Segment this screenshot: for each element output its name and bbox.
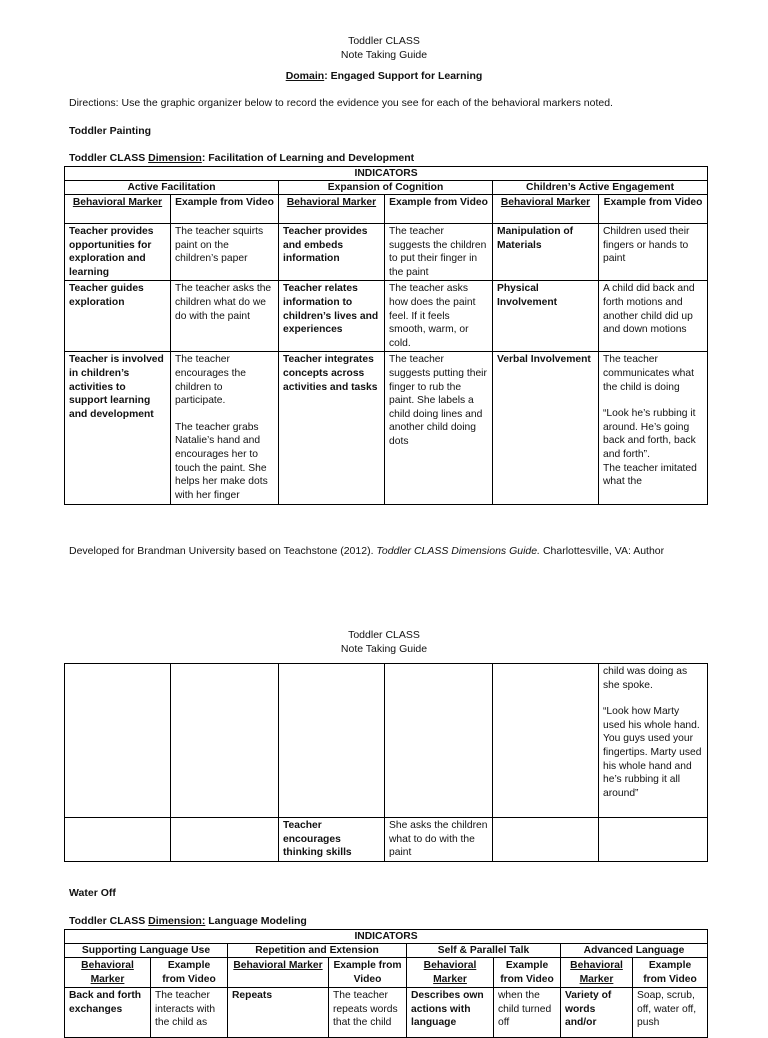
directions-text: Directions: Use the graphic organizer below to record the evidence you see for each of the behavioral markers noted.	[69, 97, 613, 109]
marker-cell	[65, 664, 171, 818]
example-cell: The teacher interacts with the child as	[151, 988, 228, 1038]
marker-cell: Teacher integrates concepts across activities and tasks	[279, 352, 385, 505]
dimension-heading-2	[69, 915, 307, 927]
dimension-value: Language Modeling	[205, 915, 307, 927]
col-example-from-video: Example from Video	[385, 195, 493, 224]
marker-cell: Verbal Involvement	[493, 352, 599, 505]
col-example-from-video: Example from Video	[599, 195, 708, 224]
example-cell	[385, 664, 493, 818]
table-row	[65, 352, 708, 505]
example-cell: when the child turned off	[494, 988, 561, 1038]
col-example-from-video: Example from Video	[329, 958, 407, 988]
marker-cell: Variety of words and/or	[561, 988, 633, 1038]
indicators-table-1	[64, 166, 708, 505]
group-self-parallel-talk: Self & Parallel Talk	[407, 944, 561, 958]
dimension-label: Dimension:	[148, 915, 206, 927]
col-behavioral-marker: Behavioral Marker	[407, 958, 494, 988]
dimension-value: : Facilitation of Learning and Development	[201, 152, 415, 164]
example-cell: Soap, scrub, off, water off, push	[633, 988, 708, 1038]
example-cell: A child did back and forth motions and another child did up and down motions	[599, 281, 708, 352]
example-cell: The teacher repeats words that the child	[329, 988, 407, 1038]
group-supporting-language-use: Supporting Language Use	[65, 944, 228, 958]
example-cell: The teacher asks how does the paint feel. If it feels smooth, warm, or cold.	[385, 281, 493, 352]
col-example-from-video: Example from Video	[171, 195, 279, 224]
page1-header-line2: Note Taking Guide	[340, 49, 428, 61]
indicators-header: INDICATORS	[65, 167, 708, 181]
example-cell: The teacher squirts paint on the children’s paper	[171, 224, 279, 281]
domain-value: : Engaged Support for Learning	[324, 70, 483, 82]
group-active-facilitation: Active Facilitation	[65, 181, 279, 195]
citation-part: Developed for Brandman University based on Teachstone (2012).	[69, 545, 377, 557]
dimension-heading-1	[69, 152, 414, 164]
example-cell: The teacher asks the children what do we do with the paint	[171, 281, 279, 352]
domain-heading	[0, 70, 768, 82]
group-childrens-active-engagement: Children’s Active Engagement	[493, 181, 708, 195]
group-repetition-and-extension: Repetition and Extension	[228, 944, 407, 958]
example-cell	[171, 352, 279, 505]
group-expansion-of-cognition: Expansion of Cognition	[279, 181, 493, 195]
marker-cell: Manipulation of Materials	[493, 224, 599, 281]
citation-footer	[69, 545, 664, 557]
example-cell: She asks the children what to do with the paint	[385, 818, 493, 862]
dimension-prefix: Toddler CLASS	[69, 915, 149, 927]
domain-label: Domain	[285, 70, 325, 82]
dimension-prefix: Toddler CLASS	[69, 152, 149, 164]
group-advanced-language: Advanced Language	[561, 944, 708, 958]
example-text: child was doing as she spoke.	[603, 666, 688, 691]
example-text: The teacher encourages the children to participate.	[175, 354, 246, 407]
citation-title: Toddler CLASS Dimensions Guide.	[376, 545, 541, 557]
col-example-from-video: Example from Video	[151, 958, 228, 988]
example-cell	[171, 664, 279, 818]
marker-cell: Back and forth exchanges	[65, 988, 151, 1038]
continuation-table	[64, 663, 708, 862]
example-cell: Children used their fingers or hands to paint	[599, 224, 708, 281]
example-text: The teacher grabs Natalie’s hand and encourages her to touch the paint. She helps her make dots with her finger	[175, 421, 268, 501]
col-example-from-video: Example from Video	[633, 958, 708, 988]
marker-cell: Teacher provides opportunities for exploration and learning	[65, 224, 171, 281]
example-cell	[599, 352, 708, 505]
marker-cell	[65, 818, 171, 862]
page1-header-line1: Toddler CLASS	[348, 35, 420, 47]
table-row	[65, 224, 708, 281]
col-behavioral-marker: Behavioral Marker	[493, 195, 599, 224]
table-row	[65, 988, 708, 1038]
page2-header-line1: Toddler CLASS	[348, 629, 420, 641]
col-behavioral-marker: Behavioral Marker	[65, 958, 151, 988]
marker-cell	[493, 664, 599, 818]
marker-cell: Physical Involvement	[493, 281, 599, 352]
example-text: The teacher communicates what the child is doing	[603, 354, 694, 393]
marker-cell	[493, 818, 599, 862]
indicators-header: INDICATORS	[65, 930, 708, 944]
col-behavioral-marker: Behavioral Marker	[65, 195, 171, 224]
marker-cell: Teacher provides and embeds information	[279, 224, 385, 281]
table-row	[65, 664, 708, 818]
section-title-painting: Toddler Painting	[69, 125, 152, 137]
example-cell: The teacher suggests the children to put their finger in the paint	[385, 224, 493, 281]
table-row	[65, 818, 708, 862]
section-title-water-off: Water Off	[69, 887, 116, 899]
marker-cell: Repeats	[228, 988, 329, 1038]
marker-cell: Teacher relates information to children’s lives and experiences	[279, 281, 385, 352]
example-text: “Look he’s rubbing it around. He’s going back and forth, back and forth”.	[603, 408, 696, 460]
dimension-label: Dimension	[148, 152, 202, 164]
col-behavioral-marker: Behavioral Marker	[561, 958, 633, 988]
table-row	[65, 281, 708, 352]
col-behavioral-marker: Behavioral Marker	[228, 958, 329, 988]
marker-cell	[279, 664, 385, 818]
example-cell: The teacher suggests putting their finger to rub the paint. She labels a child doing lines and another child doing dots	[385, 352, 493, 505]
example-text: The teacher imitated what the	[603, 462, 697, 488]
marker-cell: Describes own actions with language	[407, 988, 494, 1038]
col-behavioral-marker: Behavioral Marker	[279, 195, 385, 224]
marker-cell: Teacher is involved in children’s activities to support learning and development	[65, 352, 171, 505]
example-text: “Look how Marty used his whole hand. You guys used your fingertips. Marty used his whole hand and he’s rubbing it all around”	[603, 706, 702, 799]
example-cell	[599, 818, 708, 862]
page2-header-line2: Note Taking Guide	[340, 643, 428, 655]
col-example-from-video: Example from Video	[494, 958, 561, 988]
marker-cell: Teacher guides exploration	[65, 281, 171, 352]
marker-cell: Teacher encourages thinking skills	[279, 818, 385, 862]
example-cell	[599, 664, 708, 818]
citation-part: Charlottesville, VA: Author	[540, 545, 665, 557]
indicators-table-2	[64, 929, 708, 1038]
example-cell	[171, 818, 279, 862]
